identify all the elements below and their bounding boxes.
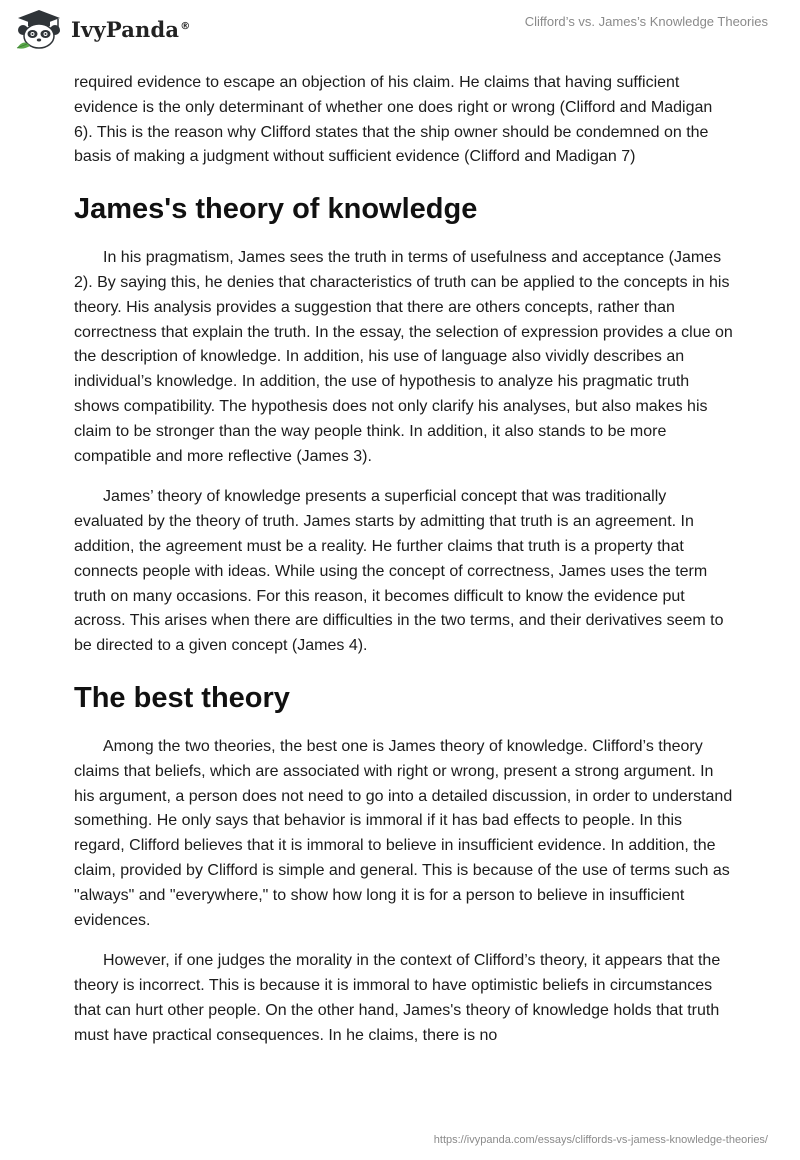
paragraph: James’ theory of knowledge presents a superficial concept that was traditionally evaluated by the theory of truth. James starts by admitting that truth is an agreement. In addition, the agreement must be a reality. He further claims that truth is a property that connects people with ideas. While using the concept of correctness, James uses the term truth on many occasions. For this reason, it becomes difficult to know the evidence put across. This arises when there are difficulties in the two terms, and their derivatives seem to be directed to a given concept (James 4).	[74, 488, 724, 655]
section-heading-james-theory: James's theory of knowledge	[74, 193, 478, 226]
ivypanda-logo[interactable]	[14, 8, 190, 50]
document-title: Clifford’s vs. James’s Knowledge Theories	[524, 14, 768, 29]
logo-text: IvyPanda	[71, 16, 180, 42]
intro-paragraph: required evidence to escape an objection of his claim. He claims that having sufficient evidence is the only determinant of whether one does right or wrong (Clifford and Madigan 6). This is the reason why Clifford states that the ship owner should be condemned on the basis of making a judgment without sufficient evidence (Clifford and Madigan 7)	[74, 74, 713, 166]
paragraph: In his pragmatism, James sees the truth in terms of usefulness and acceptance (James 2). By saying this, he denies that characteristics of truth can be applied to the concepts in his theory. His analysis provides a suggestion that there are others concepts, rather than correctness that explain the truth. In the essay, the selection of expression provides a clue on the description of knowledge. In addition, his use of language also vividly describes an individual’s knowledge. In addition, the use of hypothesis to analyze his pragmatic truth shows compatibility. The hypothesis does not only clarify his analyses, but also makes his claim to be stronger than the way people think. In addition, it also stands to be more compatible and more reflective (James 3).	[74, 249, 733, 465]
logo-wordmark	[71, 17, 190, 42]
paragraph: Among the two theories, the best one is James theory of knowledge. Clifford’s theory claims that beliefs, which are associated with right or wrong, present a strong argument. In his argument, a person does not need to go into a detailed discussion, in order to understand something. He only says that behavior is immoral if it has bad effects to people. In this regard, Clifford believes that it is immoral to believe in insufficient evidence. In addition, the claim, provided by Clifford is simple and general. This is because of the use of terms such as "always" and "everywhere," to show how long it is for a person to believe in insufficient evidences.	[74, 737, 733, 929]
essay-body	[74, 71, 734, 1049]
source-url[interactable]: https://ivypanda.com/essays/cliffords-vs-jamess-knowledge-theories/	[433, 1134, 768, 1146]
panda-graduate-icon	[14, 8, 64, 50]
page-header	[0, 0, 800, 60]
registered-mark: ®	[180, 20, 191, 32]
paragraph: However, if one judges the morality in the context of Clifford’s theory, it appears that the theory is incorrect. This is because it is immoral to have optimistic beliefs in circumstances that can hurt other people. On the other hand, James's theory of knowledge holds that truth must have practical consequences. In he claims, there is no	[74, 952, 721, 1044]
section-heading-best-theory: The best theory	[74, 681, 290, 714]
